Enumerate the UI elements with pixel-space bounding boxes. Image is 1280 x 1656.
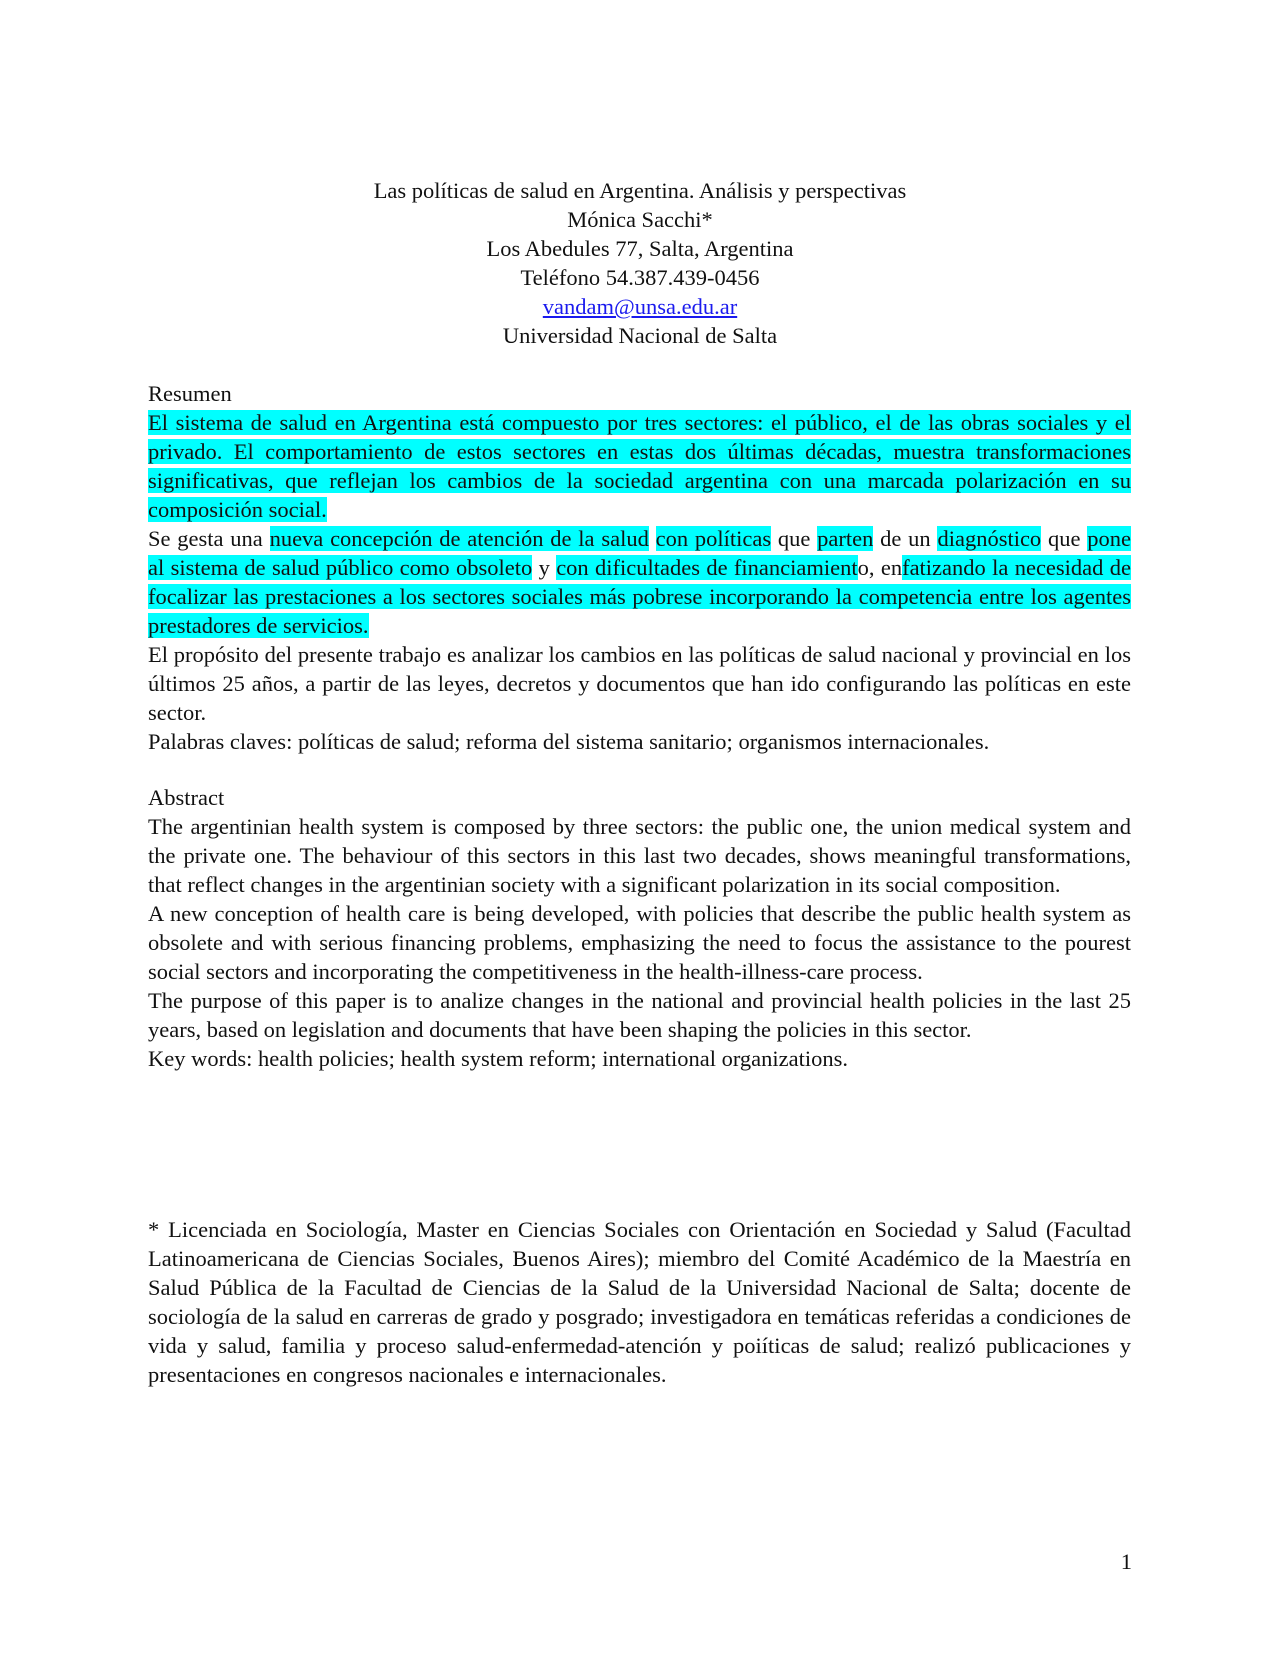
email-line [148, 292, 1132, 321]
document-header [148, 176, 1132, 350]
highlighted-text: pone al sistema de salud público como obsoleto [148, 526, 1131, 580]
text-segment: o, en [857, 555, 903, 580]
abstract-section [148, 783, 1131, 1073]
author-phone: Teléfono 54.387.439-0456 [520, 265, 760, 290]
highlighted-text: El sistema de salud en Argentina está compuesto por tres sectores: el público, el de las obras sociales y el privado. El comportamiento de estos sectores en estas dos últimas décadas, muestra transformaciones significativas, que reflejan los cambios de la sociedad argentina con una marcada polarización en su composición social. [148, 410, 1131, 522]
footnote-text: * Licenciada en Sociología, Master en Ciencias Sociales con Orientación en Sociedad y Salud (Facultad Latinoamericana de Ciencias Sociales, Buenos Aires); miembro del Comité Académico de la Maestría en Salud Pública de la Facultad de Ciencias de la Salud de la Universidad Nacional de Salta; docente de sociología de la salud en carreras de grado y posgrado; investigadora en temáticas referidas a condiciones de vida y salud, familia y proceso salud-enfermedad-atención y poiíticas de salud; realizó publicaciones y presentaciones en congresos nacionales e internacionales. [148, 1217, 1131, 1387]
email-link[interactable]: vandam@unsa.edu.ar [542, 294, 738, 319]
resumen-heading: Resumen [148, 381, 232, 406]
abstract-paragraph-2: A new conception of health care is being developed, with policies that describe the public health system as obsolete and with serious financing problems, emphasizing the need to focus the assistance to the pourest social sectors and incorporating the competitiveness in the health-illness-care process. [148, 901, 1131, 984]
text-segment: Se gesta una [148, 526, 270, 551]
highlighted-text: diagnóstico [937, 526, 1042, 551]
text-segment: que [771, 526, 818, 551]
highlighted-text: parten [817, 526, 874, 551]
abstract-paragraph-3: The purpose of this paper is to analize changes in the national and provincial health policies in the last 25 years, based on legislation and documents that have been shaping the policies in this sector. [148, 988, 1131, 1042]
page-number: 1 [1120, 1549, 1132, 1574]
abstract-keywords: Key words: health policies; health system reform; international organizations. [148, 1046, 849, 1071]
author-name: Mónica Sacchi* [567, 207, 713, 232]
highlighted-text: nueva concepción de atención de la salud [269, 526, 649, 551]
text-segment: y [532, 555, 557, 580]
abstract-paragraph-1: The argentinian health system is composed by three sectors: the public one, the union medical system and the private one. The behaviour of this sectors in this last two decades, shows meaningful transformations, that reflect changes in the argentinian society with a significant polarization in its social composition. [148, 814, 1131, 897]
abstract-heading: Abstract [148, 785, 225, 810]
author-institution: Universidad Nacional de Salta [502, 323, 778, 348]
text-segment: que [1041, 526, 1088, 551]
text-segment [649, 526, 656, 551]
author-address: Los Abedules 77, Salta, Argentina [486, 236, 794, 261]
resumen-keywords: Palabras claves: políticas de salud; reforma del sistema sanitario; organismos internacionales. [148, 729, 990, 754]
resumen-paragraph-2 [148, 524, 1131, 640]
highlighted-text: fatizando la necesidad de focalizar las prestaciones a los sectores sociales más pobrese incorporando la competencia entre los agentes prestadores de servicios. [148, 555, 1131, 638]
highlighted-text: con dificultades de financiamient [556, 555, 858, 580]
highlighted-text: con políticas [655, 526, 772, 551]
resumen-paragraph-3: El propósito del presente trabajo es analizar los cambios en las políticas de salud nacional y provincial en los últimos 25 años, a partir de las leyes, decretos y documentos que han ido configurando las políticas en este sector. [148, 642, 1131, 725]
resumen-section [148, 379, 1131, 756]
text-segment: de un [873, 526, 938, 551]
author-footnote [148, 1215, 1131, 1389]
resumen-paragraph-1 [148, 408, 1131, 524]
document-title: Las políticas de salud en Argentina. Análisis y perspectivas [373, 178, 907, 203]
